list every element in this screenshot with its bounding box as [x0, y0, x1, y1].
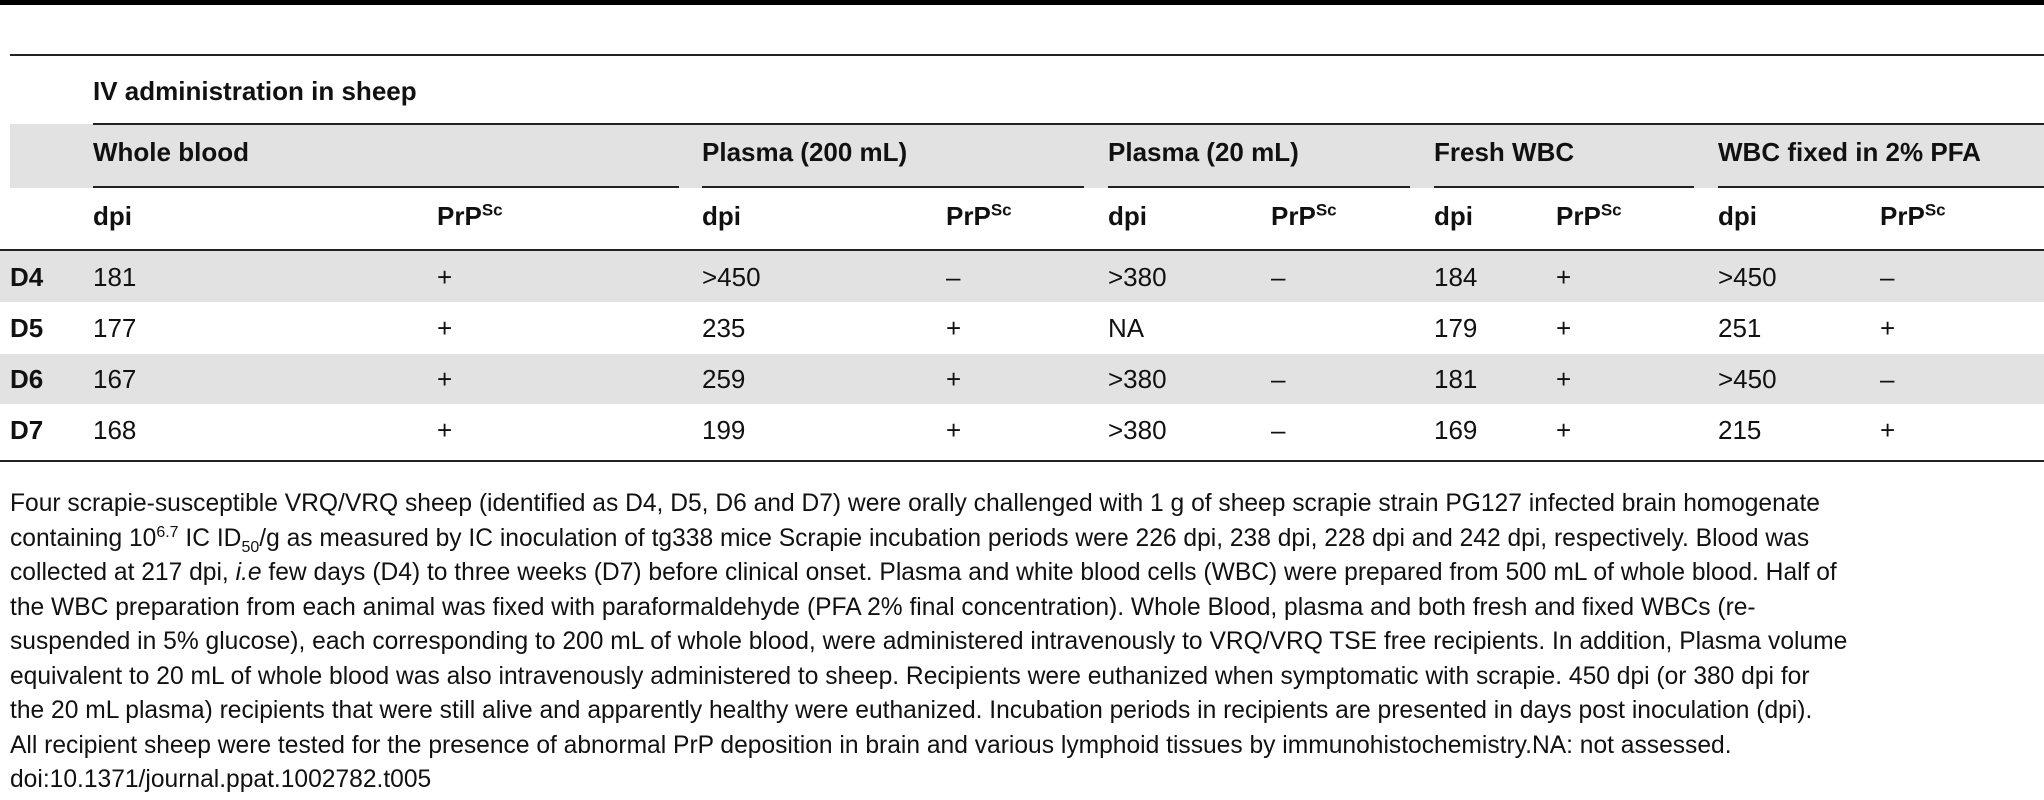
- cell-fresh-wbc-prpsc: +: [1556, 313, 1572, 343]
- table-top-rule: [0, 0, 2044, 5]
- subheader-dpi-wbc-fixed: dpi: [1718, 201, 1757, 231]
- footnote-line: Four scrapie-susceptible VRQ/VRQ sheep (identified as D4, D5, D6 and D7) were orally challenged with 1 g of sheep scrapie strain PG127 infected brain homogenate: [10, 490, 1820, 517]
- subheader-dpi-plasma-200: dpi: [702, 201, 741, 231]
- cell-fresh-wbc-dpi: 184: [1434, 262, 1478, 292]
- footnote-line: containing $10^{6.7}$ IC $ID_{50}/g$ as measured by IC inoculation of tg338 mice Scrapie incubation periods were 226 dpi, 238 dpi, 228 dpi and 242 dpi, respectively. Blood was: [10, 523, 1810, 556]
- subheader-dpi-fresh-wbc: dpi: [1434, 201, 1473, 231]
- subheader-prpsc-fresh-wbc: PrP$^{Sc}$: [1556, 200, 1622, 231]
- cell-plasma-20-prpsc: –: [1271, 262, 1286, 292]
- table-title-rule: [10, 54, 2044, 56]
- cell-whole-blood-dpi: 167: [93, 364, 137, 394]
- footnote-line: All recipient sheep were tested for the presence of abnormal PrP deposition in brain and various lymphoid tissues by immunohistochemistry.NA: not assessed.: [10, 731, 1732, 759]
- cell-plasma-20-dpi: >380: [1108, 364, 1167, 394]
- cell-plasma-200-dpi: 199: [702, 415, 746, 445]
- row-label: D6: [10, 364, 44, 394]
- cell-fresh-wbc-prpsc: +: [1556, 415, 1572, 445]
- cell-fresh-wbc-dpi: 181: [1434, 364, 1478, 394]
- subheader-prpsc-whole-blood: PrP$^{Sc}$: [437, 200, 503, 231]
- cell-plasma-20-dpi: >380: [1108, 262, 1167, 292]
- group-underline-plasma-20: [1108, 186, 1410, 188]
- cell-wbc-fixed-prpsc: –: [1880, 262, 1895, 292]
- group-header-fresh-wbc: Fresh WBC: [1434, 137, 1575, 167]
- group-header-plasma-20: Plasma (20 mL): [1108, 137, 1299, 167]
- cell-plasma-20-prpsc: –: [1271, 415, 1286, 445]
- subheader-prpsc-plasma-200: PrP$^{Sc}$: [946, 200, 1012, 231]
- cell-whole-blood-prpsc: +: [437, 364, 453, 394]
- table-footnote: [10, 487, 2044, 798]
- cell-whole-blood-prpsc: +: [437, 262, 453, 292]
- cell-plasma-200-prpsc: –: [946, 262, 961, 292]
- cell-wbc-fixed-dpi: 215: [1718, 415, 1762, 445]
- cell-plasma-200-prpsc: +: [946, 313, 962, 343]
- subheader-dpi-whole-blood: dpi: [93, 201, 132, 231]
- group-underline-wbc-fixed: [1718, 186, 2044, 188]
- table-caption-group: IV administration in sheep: [93, 76, 417, 106]
- cell-plasma-200-dpi: 259: [702, 364, 746, 394]
- cell-fresh-wbc-dpi: 179: [1434, 313, 1478, 343]
- doi-text: doi:10.1371/journal.ppat.1002782.t005: [10, 766, 432, 793]
- cell-plasma-200-dpi: >450: [702, 262, 761, 292]
- row-label: D5: [10, 313, 44, 343]
- cell-wbc-fixed-prpsc: +: [1880, 415, 1896, 445]
- cell-whole-blood-dpi: 177: [93, 313, 137, 343]
- cell-wbc-fixed-prpsc: +: [1880, 313, 1896, 343]
- cell-wbc-fixed-dpi: >450: [1718, 262, 1777, 292]
- cell-plasma-20-dpi: NA: [1108, 313, 1145, 343]
- cell-fresh-wbc-prpsc: +: [1556, 364, 1572, 394]
- cell-fresh-wbc-prpsc: +: [1556, 262, 1572, 292]
- group-header-plasma-200: Plasma (200 mL): [702, 137, 908, 167]
- group-underline-fresh-wbc: [1434, 186, 1694, 188]
- group-underline-whole-blood: [93, 186, 679, 188]
- cell-whole-blood-dpi: 181: [93, 262, 137, 292]
- footnote-line: equivalent to 20 mL of whole blood was also intravenously administered to sheep. Recipients were euthanized when symptomatic with scrapie. 450 dpi (or 380 dpi for: [10, 662, 1810, 690]
- cell-wbc-fixed-dpi: 251: [1718, 313, 1762, 343]
- footnote-line: collected at 217 dpi, i.e few days (D4) to three weeks (D7) before clinical onset. Plasma and white blood cells (WBC) were prepared from 500 mL of whole blood. Half of: [10, 559, 1837, 586]
- header-bottom-rule: [0, 249, 2044, 251]
- table-bottom-rule: [0, 460, 2044, 462]
- footnote-line: the WBC preparation from each animal was fixed with paraformaldehyde (PFA 2% final concentration). Whole Blood, plasma and both fresh and fixed WBCs (re-: [10, 593, 1756, 621]
- cell-plasma-20-prpsc: –: [1271, 364, 1286, 394]
- cell-whole-blood-dpi: 168: [93, 415, 137, 445]
- footnote-line: the 20 mL plasma) recipients that were still alive and apparently healthy were euthanized. Incubation periods in recipients are presented in days post inoculation (dpi).: [10, 697, 1813, 724]
- subheader-dpi-plasma-20: dpi: [1108, 201, 1147, 231]
- group-header-wbc-fixed: WBC fixed in 2% PFA: [1718, 137, 1981, 167]
- cell-plasma-200-prpsc: +: [946, 415, 962, 445]
- cell-plasma-200-dpi: 235: [702, 313, 746, 343]
- footnote-line: suspended in 5% glucose), each corresponding to 200 mL of whole blood, were administered intravenously to VRQ/VRQ TSE free recipients. In addition, Plasma volume: [10, 628, 1848, 655]
- subheader-prpsc-plasma-20: PrP$^{Sc}$: [1271, 200, 1337, 231]
- group-underline-plasma-200: [702, 186, 1084, 188]
- group-header-whole-blood: Whole blood: [93, 137, 249, 167]
- cell-fresh-wbc-dpi: 169: [1434, 415, 1478, 445]
- row-label: D7: [10, 415, 44, 445]
- cell-wbc-fixed-prpsc: –: [1880, 364, 1895, 394]
- cell-wbc-fixed-dpi: >450: [1718, 364, 1777, 394]
- header-top-rule: [93, 123, 2044, 125]
- cell-whole-blood-prpsc: +: [437, 415, 453, 445]
- cell-whole-blood-prpsc: +: [437, 313, 453, 343]
- cell-plasma-20-dpi: >380: [1108, 415, 1167, 445]
- cell-plasma-200-prpsc: +: [946, 364, 962, 394]
- row-label: D4: [10, 262, 44, 292]
- subheader-prpsc-wbc-fixed: PrP$^{Sc}$: [1880, 200, 1946, 231]
